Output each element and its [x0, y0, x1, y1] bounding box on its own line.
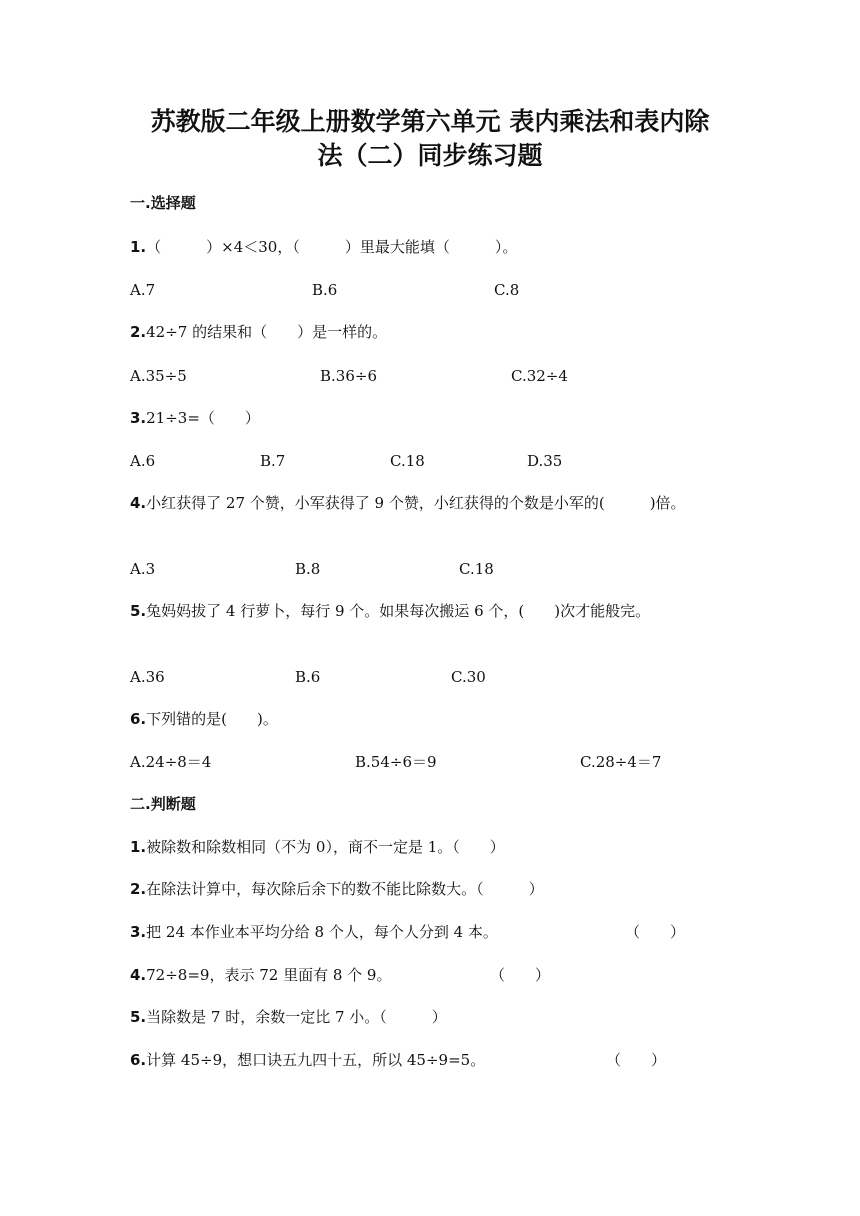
option-b: B.54÷6＝9: [355, 753, 437, 771]
question-number: 5.: [130, 602, 147, 620]
option-d: D.35: [527, 452, 563, 470]
question-text: 42÷7 的结果和（ ）是一样的。: [146, 323, 388, 341]
question-text: 下列错的是( )。: [146, 710, 278, 728]
judgment-question-1: [130, 836, 730, 858]
question-text: 计算 45÷9，想口诀五九四十五，所以 45÷9=5。: [146, 1051, 486, 1069]
option-b: B.36÷6: [320, 367, 377, 385]
question-text: 兔妈妈拔了 4 行萝卜，每行 9 个。如果每次搬运 6 个，( )次才能般完。: [146, 602, 651, 620]
section-heading-choice: 一.选择题: [130, 194, 196, 212]
option-c: C.32÷4: [511, 367, 568, 385]
choice-question-4: [130, 492, 730, 514]
option-b: B.7: [260, 452, 286, 470]
section-heading-judgment: 二.判断题: [130, 795, 196, 813]
question-text: 被除数和除数相同（不为 0），商不一定是 1。（ ）: [146, 838, 505, 856]
question-text: 小红获得了 27 个赞，小军获得了 9 个赞，小红获得的个数是小军的( )倍。: [146, 494, 686, 512]
question-number: 4.: [130, 966, 147, 984]
option-b: B.6: [312, 281, 338, 299]
option-a: A.36: [130, 668, 165, 686]
question-number: 2.: [130, 323, 147, 341]
judgment-question-4: [130, 964, 470, 986]
choice-question-5: [130, 600, 695, 622]
answer-bracket: （ ）: [625, 923, 686, 941]
question-text: 在除法计算中，每次除后余下的数不能比除数大。（ ）: [146, 880, 544, 898]
option-a: A.6: [130, 452, 156, 470]
question-text: 把 24 本作业本平均分给 8 个人，每个人分到 4 本。: [146, 923, 498, 941]
option-c: C.18: [459, 560, 494, 578]
question-text: 当除数是 7 时，余数一定比 7 小。（ ）: [146, 1008, 447, 1026]
question-number: 1.: [130, 838, 147, 856]
judgment-question-3: [130, 921, 600, 943]
judgment-question-5: [130, 1006, 730, 1028]
judgment-question-2: [130, 878, 730, 900]
option-a: A.3: [130, 560, 156, 578]
page-title-line1: 苏教版二年级上册数学第六单元 表内乘法和表内除: [150, 107, 710, 136]
option-c: C.28÷4＝7: [580, 753, 662, 771]
choice-question-6: [130, 708, 730, 730]
judgment-question-6: [130, 1049, 570, 1071]
question-number: 6.: [130, 710, 147, 728]
question-text: 21÷3=（ ）: [146, 409, 260, 427]
question-text: 72÷8=9，表示 72 里面有 8 个 9。: [146, 966, 392, 984]
option-b: B.6: [295, 668, 321, 686]
question-text: （ ）×4＜30，（ ）里最大能填（ ）。: [146, 238, 518, 256]
option-c: C.8: [494, 281, 520, 299]
option-c: C.18: [390, 452, 425, 470]
option-a: A.35÷5: [130, 367, 187, 385]
option-a: A.7: [130, 281, 156, 299]
question-number: 1.: [130, 238, 147, 256]
answer-bracket: （ ）: [490, 966, 551, 984]
question-number: 3.: [130, 409, 147, 427]
question-number: 3.: [130, 923, 147, 941]
question-number: 2.: [130, 880, 147, 898]
choice-question-1: [130, 236, 730, 258]
question-number: 6.: [130, 1051, 147, 1069]
question-number: 4.: [130, 494, 147, 512]
choice-question-2: [130, 321, 730, 343]
answer-bracket: （ ）: [606, 1051, 667, 1069]
choice-question-3: [130, 407, 730, 429]
option-c: C.30: [451, 668, 486, 686]
question-number: 5.: [130, 1008, 147, 1026]
option-b: B.8: [295, 560, 321, 578]
option-a: A.24÷8＝4: [130, 753, 212, 771]
page-title-line2: 法（二）同步练习题: [317, 141, 543, 170]
